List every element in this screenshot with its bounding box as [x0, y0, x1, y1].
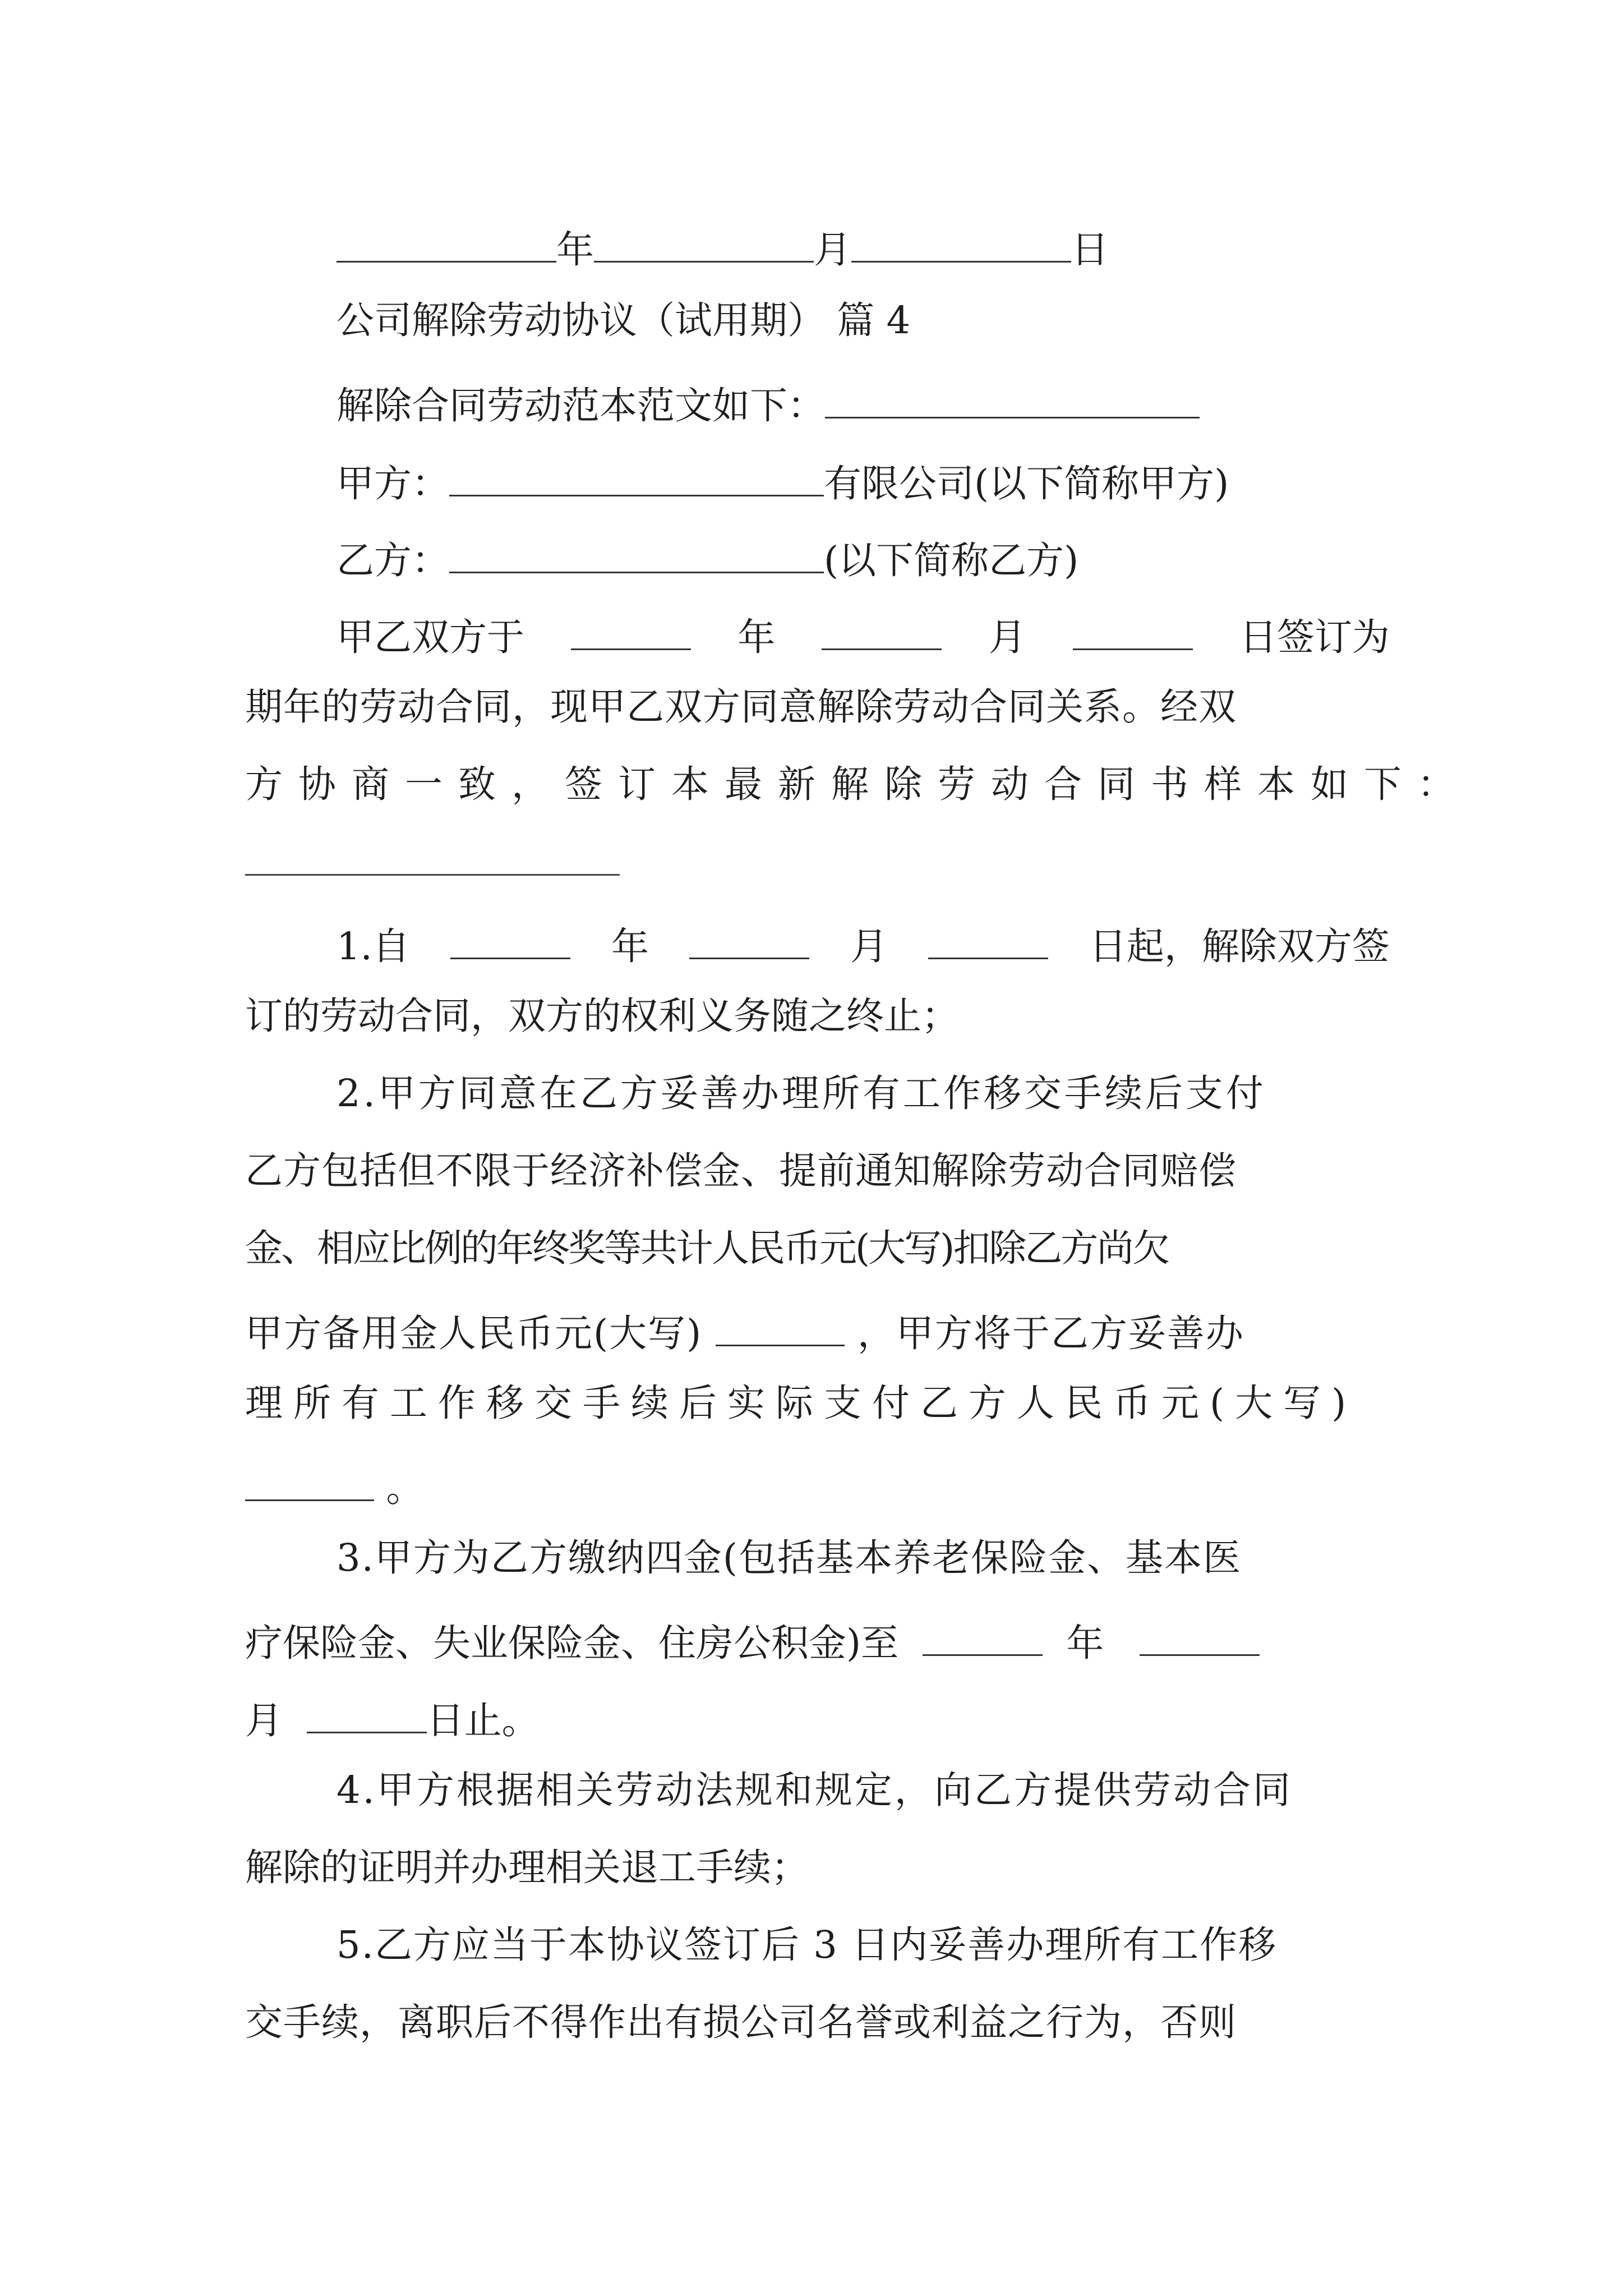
month-label: 月: [814, 228, 851, 272]
clause-5-line-2: 交手续，离职后不得作出有损公司名誉或利益之行为，否则: [245, 2000, 1237, 2044]
clause-2-text-4b: ，甲方将于乙方妥善办: [857, 1312, 1244, 1355]
clause-3-month-blank: [1140, 1617, 1260, 1656]
preamble-line-2: 期年的劳动合同，现甲乙双方同意解除劳动合同关系。经双: [245, 685, 1237, 729]
date-line: [336, 223, 1109, 272]
clause-2-line-2: 乙方包括但不限于经济补偿金、提前通知解除劳动合同赔偿: [245, 1149, 1237, 1193]
clause-3-text-3b: 日止。: [426, 1699, 540, 1742]
separator-line: [245, 874, 620, 876]
clause-2-actual-amount-blank: [245, 1462, 374, 1501]
clause-2-line-5: 理所有工作移交手续后实际支付乙方人民币元(大写): [245, 1381, 1357, 1425]
party-b-blank: [449, 534, 824, 573]
party-b-suffix: (以下简称乙方): [824, 539, 1079, 582]
preamble-year-blank: [571, 611, 691, 650]
party-b-line: [336, 534, 1079, 582]
preamble-text-a: 甲乙双方于: [336, 615, 524, 659]
preamble-month-blank: [822, 611, 942, 650]
clause-2-line-4: [245, 1307, 1244, 1355]
clause-1-line-2: 订的劳动合同，双方的权利义务随之终止；: [245, 994, 959, 1038]
party-a-suffix: 有限公司(以下简称甲方): [824, 462, 1229, 505]
clause-3-line-3: [245, 1694, 540, 1740]
clause-1-text-b: 年: [611, 924, 649, 968]
document-title: 公司解除劳动协议（试用期） 篇 4: [336, 298, 911, 342]
clause-4-line-2: 解除的证明并办理相关退工手续；: [245, 1846, 809, 1889]
year-label: 年: [556, 228, 594, 272]
clause-3-text-2b: 年: [1066, 1621, 1104, 1665]
clause-2-text-6: 。: [386, 1466, 424, 1510]
clause-1-month-blank: [689, 920, 809, 959]
clause-2-line-6: [245, 1462, 424, 1510]
year-blank: [336, 223, 556, 263]
preamble-text-b: 年: [737, 615, 776, 659]
preamble-line-3: 方协商一致，签订本最新解除劳动合同书样本如下：: [245, 762, 1470, 806]
intro-blank: [825, 379, 1200, 418]
clause-3-text-3a: 月: [245, 1699, 283, 1742]
party-a-line: [336, 457, 1229, 503]
clause-3-text-2a: 疗保险金、失业保险金、住房公积金)至: [245, 1621, 899, 1665]
preamble-day-blank: [1073, 611, 1193, 650]
preamble-text-c: 月: [988, 615, 1026, 659]
clause-1-text-d: 日起，解除双方签: [1089, 924, 1390, 968]
clause-1-day-blank: [928, 920, 1048, 959]
clause-2-line-1: 2.甲方同意在乙方妥善办理所有工作移交手续后支付: [336, 1071, 1266, 1115]
day-label: 日: [1071, 228, 1109, 272]
clause-3-day-blank: [307, 1694, 427, 1733]
month-blank: [594, 223, 814, 263]
preamble-line-1: [336, 611, 1390, 659]
party-b-label: 乙方：: [336, 539, 449, 582]
clause-1-year-blank: [450, 920, 570, 959]
clause-2-text-4a: 甲方备用金人民币元(大写): [245, 1312, 703, 1355]
clause-5-line-1: 5.乙方应当于本协议签订后 3 日内妥善办理所有工作移: [336, 1923, 1278, 1967]
party-a-blank: [449, 457, 824, 496]
clause-1-text-c: 月: [850, 924, 888, 968]
clause-2-amount-blank: [716, 1307, 845, 1346]
party-a-label: 甲方：: [336, 462, 449, 505]
clause-1-line-1: [336, 920, 1390, 968]
preamble-text-d: 日签订为: [1239, 615, 1390, 659]
clause-1-text-a: 1.自: [336, 924, 410, 968]
intro-text: 解除合同劳动范本范文如下：: [336, 384, 825, 427]
clause-3-line-1: 3.甲方为乙方缴纳四金(包括基本养老保险金、基本医: [336, 1536, 1242, 1580]
clause-4-line-1: 4.甲方根据相关劳动法规和规定，向乙方提供劳动合同: [336, 1768, 1293, 1812]
day-blank: [851, 223, 1071, 263]
clause-2-line-3: 金、相应比例的年终奖等共计人民币元(大写)扣除乙方尚欠: [245, 1226, 1169, 1270]
intro-line: [336, 379, 1200, 425]
clause-3-year-blank: [923, 1617, 1043, 1656]
clause-3-line-2: [245, 1617, 1260, 1665]
